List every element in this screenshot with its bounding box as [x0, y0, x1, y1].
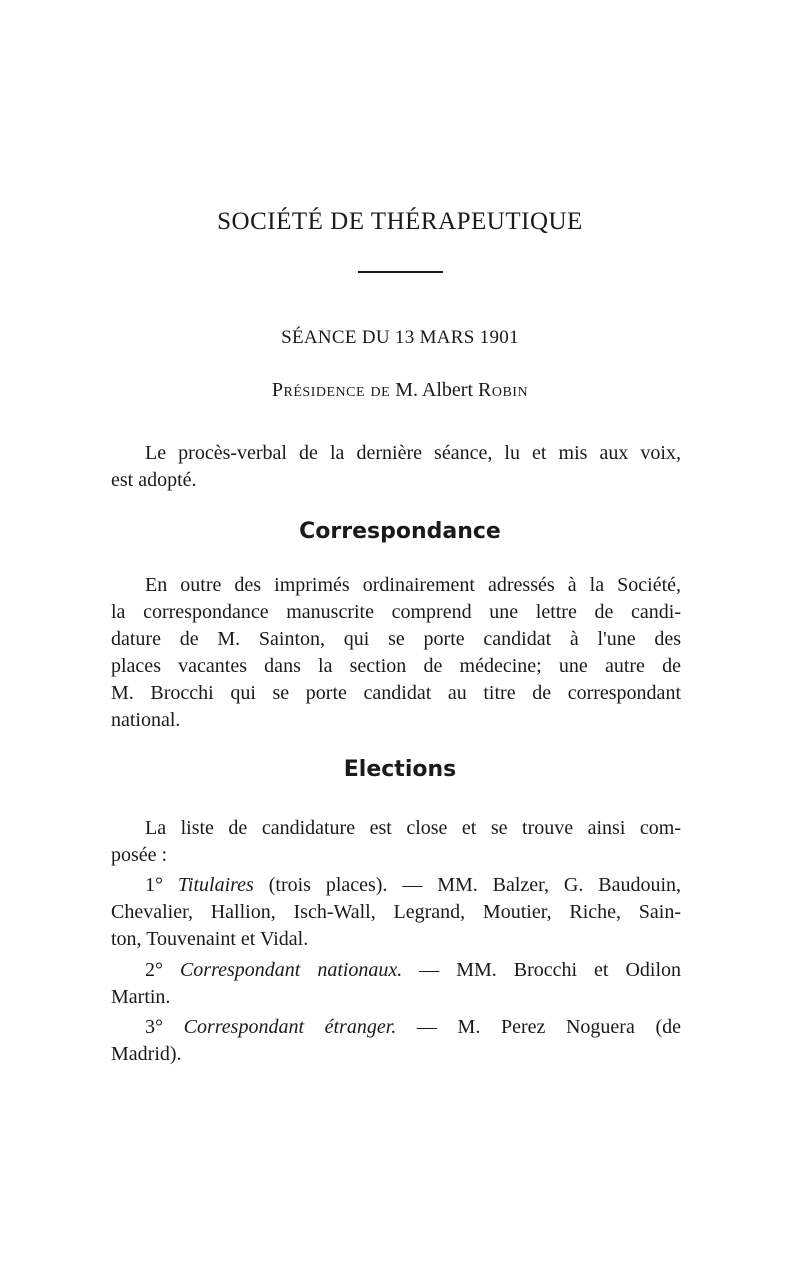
item-category: Titulaires [177, 874, 254, 896]
text-line: La liste de candidature est close et se trouve ainsi com- [145, 817, 681, 839]
proces-verbal-paragraph [111, 440, 681, 494]
election-item-etranger [111, 1014, 681, 1068]
text-line [111, 1014, 681, 1041]
text-line: Martin. [111, 986, 171, 1008]
elections-intro [111, 815, 681, 869]
text-line: Chevalier, Hallion, Isch-Wall, Legrand, Moutier, Riche, Sain- [111, 901, 681, 923]
text-line: national. [111, 709, 181, 731]
presidence-prefix: Présidence de [271, 379, 391, 401]
title-divider [358, 271, 443, 273]
presidence-line [0, 379, 800, 402]
text-line: posée : [111, 844, 168, 866]
text-line: dature de M. Sainton, qui se porte candidat à l'une des [111, 628, 681, 650]
item-category: Correspondant étranger. [183, 1016, 397, 1038]
item-number: 2° [145, 959, 163, 981]
text-line: Madrid). [111, 1043, 182, 1065]
text-line: ton, Touvenaint et Vidal. [111, 928, 309, 950]
text-line: la correspondance manuscrite comprend une lettre de candi- [111, 601, 681, 623]
item-text: — MM. Brocchi et Odilon [419, 959, 682, 981]
election-item-titulaires [111, 872, 681, 953]
text-line: places vacantes dans la section de médecine; une autre de [111, 655, 681, 677]
correspondance-heading: Correspondance [299, 519, 501, 544]
item-category: Correspondant nationaux. [179, 959, 403, 981]
text-line: M. Brocchi qui se porte candidat au titre de correspondant [111, 682, 681, 704]
text-line: En outre des imprimés ordinairement adressés à la Société, [145, 574, 681, 596]
presidence-surname: Robin [478, 379, 529, 401]
text-line [111, 957, 681, 984]
text-line [111, 872, 681, 899]
election-item-nationaux [111, 957, 681, 1011]
text-line: est adopté. [111, 469, 197, 491]
item-number: 3° [145, 1016, 163, 1038]
item-text: — M. Perez Noguera (de [416, 1016, 682, 1038]
presidence-m: M. [395, 379, 419, 401]
seance-date: SÉANCE DU 13 MARS 1901 [281, 327, 519, 348]
item-number: 1° [145, 874, 163, 896]
presidence-name: Albert [421, 379, 474, 401]
item-text: (trois places). — MM. Balzer, G. Baudouin, [268, 874, 682, 896]
text-line: Le procès-verbal de la dernière séance, lu et mis aux voix, [145, 442, 681, 464]
elections-heading: Elections [343, 757, 457, 782]
page-title: SOCIÉTÉ DE THÉRAPEUTIQUE [217, 208, 583, 235]
correspondance-paragraph [111, 572, 681, 734]
